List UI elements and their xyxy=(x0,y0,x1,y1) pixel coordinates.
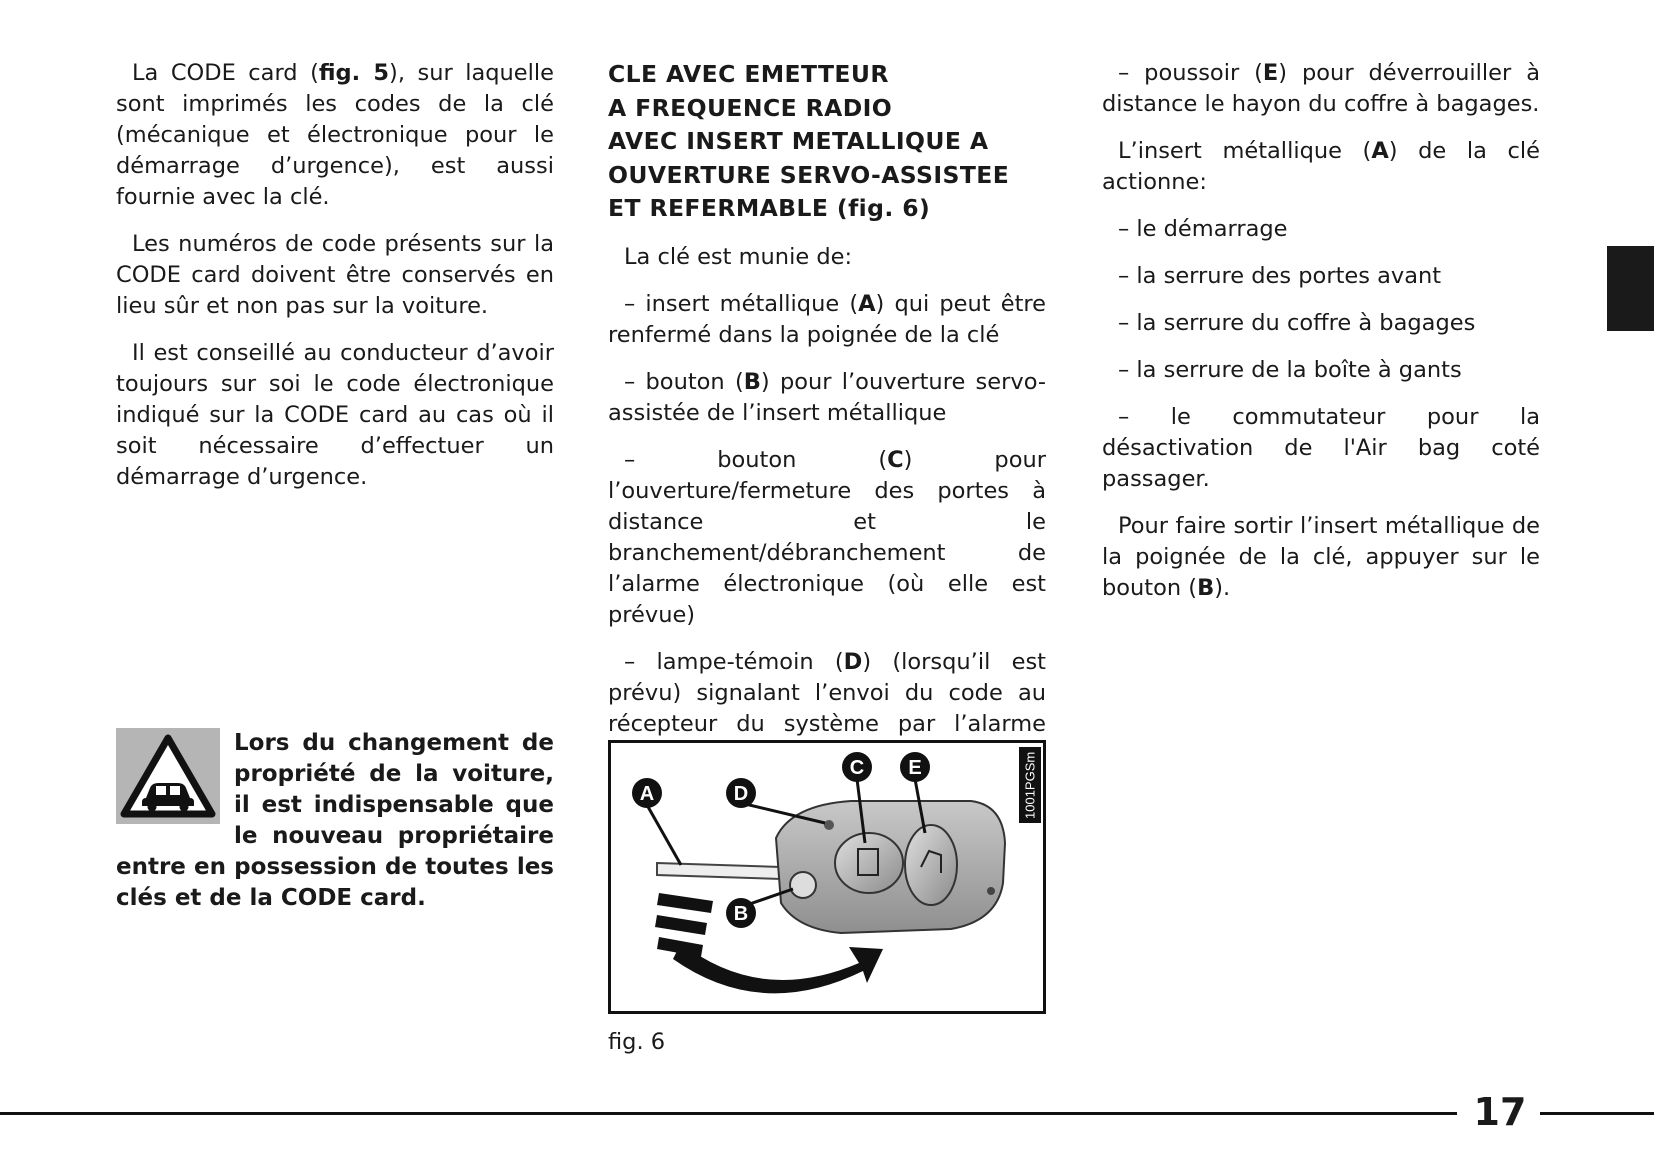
code-card-paragraph: La CODE card (fig. 5), sur laquelle sont imprimés les codes de la clé (mécanique et électronique pour le démarrage d’urgence), est aussi fournie avec la clé. xyxy=(116,60,554,210)
list-item-pusher-e: – poussoir (E) pour déverrouiller à distance le hayon du coffre à bagages. xyxy=(1102,60,1540,117)
list-item-trunk-lock: – la serrure du coffre à bagages xyxy=(1118,310,1476,336)
lamp-d xyxy=(824,820,834,830)
list-item-button-c: – bouton (C) pour l’ouverture/fermeture des portes à distance et le branchement/débranchement de l’alarme électronique (où elle est prévue) xyxy=(608,446,1046,628)
label-e: E xyxy=(908,757,922,779)
section-heading: CLE AVEC EMETTEUR A FREQUENCE RADIO AVEC INSERT METALLIQUE A OUVERTURE SERVO-ASSISTEE ET REFERMABLE (fig. 6) xyxy=(608,60,1010,222)
driver-advice-paragraph: Il est conseillé au conducteur d’avoir toujours sur soi le code électronique indiqué sur la CODE card au cas où il soit nécessaire d’effectuer un démarrage d’urgence. xyxy=(116,340,554,490)
list-item-button-b: – bouton (B) pour l’ouverture servo-assistée de l’insert métallique xyxy=(608,368,1046,426)
ownership-warning xyxy=(116,728,554,914)
page-number: 17 xyxy=(1473,1090,1527,1134)
column-middle xyxy=(608,58,1046,787)
warning-car-icon xyxy=(116,728,220,824)
list-item-airbag-switch: – le commutateur pour la désactivation de l'Air bag coté passager. xyxy=(1102,404,1540,492)
key-illustration xyxy=(611,743,1043,1011)
insert-actions-intro: L’insert métallique (A) de la clé actionne: xyxy=(1102,138,1540,195)
key-intro: La clé est munie de: xyxy=(624,243,853,270)
label-d: D xyxy=(733,783,749,805)
rotation-arrow-icon xyxy=(673,943,883,993)
column-right xyxy=(1102,58,1540,620)
list-item-front-doors: – la serrure des portes avant xyxy=(1118,263,1442,289)
code-numbers-paragraph: Les numéros de code présents sur la CODE card doivent être conservés en lieu sûr et non pas sur la voiture. xyxy=(116,231,554,319)
fig5-reference: fig. 5 xyxy=(318,60,390,86)
release-button-b xyxy=(790,872,816,898)
warning-text: Lors du changement de propriété de la voiture, il est indispensable que le nouveau propriétaire entre en possession de toutes les clés et de la CODE card. xyxy=(116,730,554,911)
list-item-lamp-d: – lampe-témoin (D) (lorsqu’il est prévu) signalant l’envoi du code au récepteur du système par l’alarme xyxy=(608,648,1046,737)
fig6-reference: fig. 6 xyxy=(848,194,920,222)
trunk-button-e xyxy=(905,825,957,905)
eject-insert-paragraph: Pour faire sortir l’insert métallique de la poignée de la clé, appuyer sur le bouton (B). xyxy=(1102,513,1540,601)
footer-rule-right xyxy=(1540,1112,1654,1115)
metal-insert-blade xyxy=(657,863,781,879)
label-a: A xyxy=(639,783,655,805)
list-item-insert: – insert métallique (A) qui peut être renfermé dans la poignée de la clé xyxy=(608,290,1046,348)
lock-button-c xyxy=(835,833,903,893)
label-c: C xyxy=(849,757,865,779)
list-item-glovebox: – la serrure de la boîte à gants xyxy=(1118,357,1462,383)
key-figure xyxy=(608,740,1046,1014)
label-b: B xyxy=(733,903,749,925)
column-left xyxy=(116,58,554,509)
figure-caption: fig. 6 xyxy=(608,1029,666,1055)
footer-rule-left xyxy=(0,1112,1457,1115)
figure-code: 1001PGSm xyxy=(1019,747,1041,823)
section-thumb-tab xyxy=(1607,246,1654,331)
list-item-start: – le démarrage xyxy=(1118,216,1288,242)
